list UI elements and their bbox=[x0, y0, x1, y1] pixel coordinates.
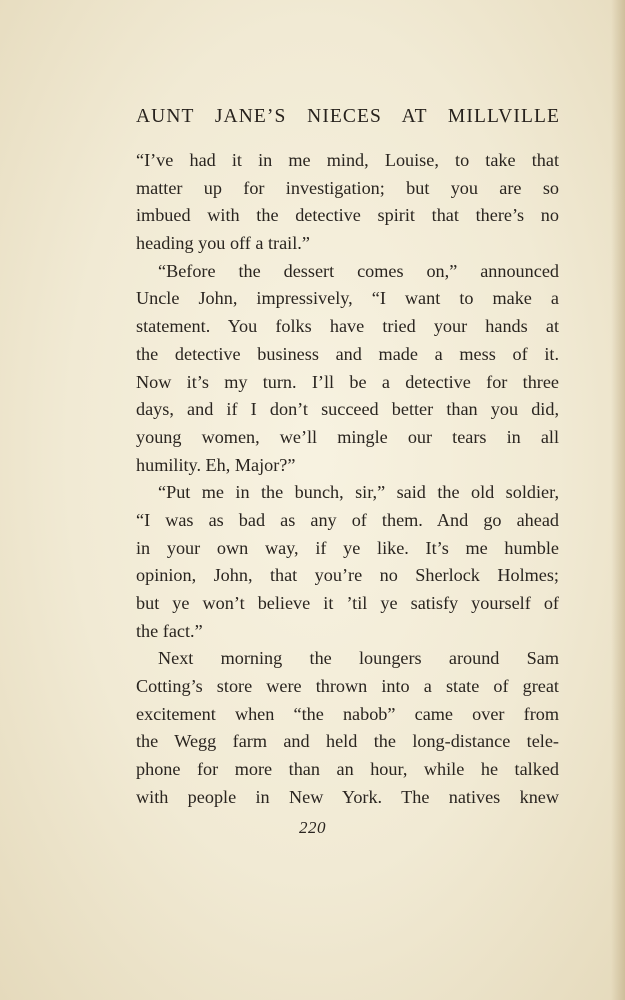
text-line: days, and if I don’t succeed better than you did, bbox=[136, 399, 559, 420]
text-line: but ye won’t believe it ’til ye satisfy yourself of bbox=[136, 593, 559, 613]
text-line: Now it’s my turn. I’ll be a detective for three bbox=[136, 371, 559, 392]
text-line: young women, we’ll mingle our tears in all bbox=[136, 426, 559, 447]
text-line: “Before the dessert comes on,” announced bbox=[158, 260, 559, 281]
text-line: in your own way, if ye like. It’s me humble bbox=[136, 537, 559, 558]
text-line: phone for more than an hour, while he talked bbox=[136, 759, 559, 780]
text-line: the fact.” bbox=[136, 620, 203, 641]
text-line: Next morning the loungers around Sam bbox=[158, 648, 559, 669]
text-line: the detective business and made a mess of it. bbox=[136, 343, 559, 364]
text-line: humility. Eh, Major?” bbox=[136, 454, 296, 475]
text-line: with people in New York. The natives knew bbox=[136, 786, 559, 807]
text-line: opinion, John, that you’re no Sherlock Holmes; bbox=[136, 565, 559, 586]
text-line: “Put me in the bunch, sir,” said the old soldier, bbox=[158, 482, 559, 503]
text-line: imbued with the detective spirit that there’s no bbox=[136, 205, 559, 226]
text-line: “I’ve had it in me mind, Louise, to take that bbox=[136, 150, 559, 170]
text-line: heading you off a trail.” bbox=[136, 233, 310, 254]
running-head: AUNT JANE’S NIECES AT MILLVILLE bbox=[136, 106, 560, 127]
text-line: statement. You folks have tried your hands at bbox=[136, 316, 559, 337]
text-line: “I was as bad as any of them. And go ahead bbox=[136, 509, 559, 530]
body-text bbox=[136, 147, 559, 812]
text-line: Uncle John, impressively, “I want to make a bbox=[136, 288, 559, 309]
text-line: matter up for investigation; but you are so bbox=[136, 177, 559, 198]
text-line: the Wegg farm and held the long-distance tele- bbox=[136, 731, 559, 752]
text-line: excitement when “the nabob” came over from bbox=[136, 703, 559, 724]
page-number: 220 bbox=[299, 818, 326, 837]
text-line: Cotting’s store were thrown into a state of great bbox=[136, 676, 559, 697]
